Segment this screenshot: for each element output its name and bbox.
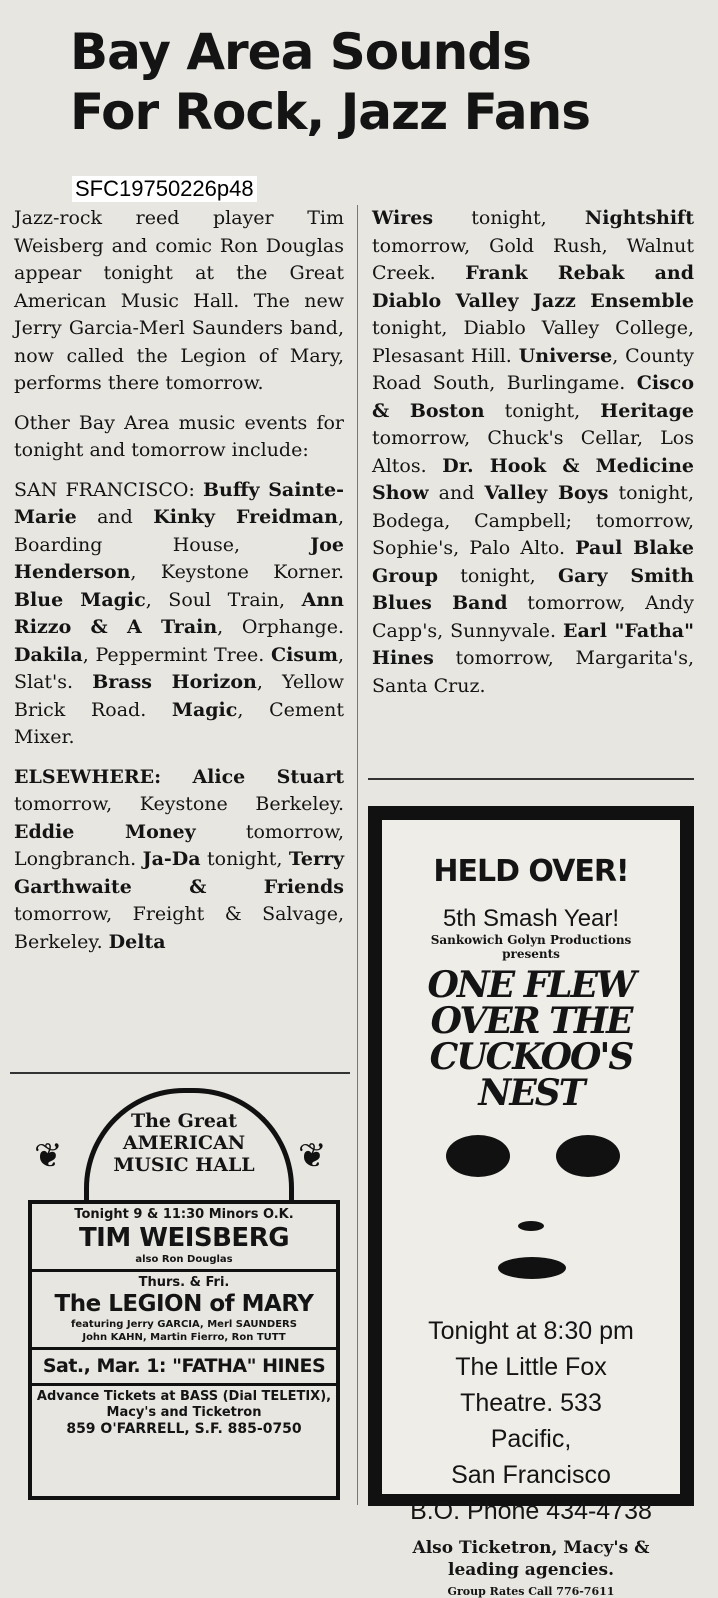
event-name: Cisco & Boston: [372, 372, 694, 422]
article-text: , Keystone Korner.: [130, 561, 344, 583]
saturday-show: Sat., Mar. 1: "FATHA" HINES: [42, 1355, 326, 1377]
event-name: Buffy Sainte-Marie: [14, 478, 345, 528]
clip-id-label: SFC19750226p48: [72, 176, 257, 202]
thursday-dates: Thurs. & Fri.: [138, 1275, 230, 1290]
left-eye-icon: [446, 1135, 510, 1177]
article-text: tonight,: [484, 399, 601, 422]
article-text: Other Bay Area music events for tonight and tomorrow include:: [14, 411, 344, 461]
article-text: tomorrow, Gold Rush, Walnut Creek.: [372, 234, 694, 284]
event-name: Cisum: [270, 643, 338, 666]
event-name: Gary Smith Blues Band: [372, 564, 694, 614]
leaf-ornament-icon: ❦: [34, 1136, 63, 1176]
ad-inner-panel: [382, 820, 680, 1598]
article-paragraph: [14, 477, 344, 752]
event-name: Alice Stuart: [192, 765, 345, 788]
article-paragraph: [372, 205, 694, 700]
event-name: Paul Blake Group: [372, 537, 694, 587]
article-text: tonight,: [433, 207, 585, 229]
headline: Bay Area Sounds For Rock, Jazz Fans: [70, 23, 590, 141]
event-name: Valley Boys: [484, 482, 609, 504]
article-text: tomorrow, Keystone Berkeley.: [14, 793, 344, 815]
article-text: Jazz-rock reed player Tim Weisberg and comic Ron Douglas appear tonight at the Great American Music Hall. The new Jerry Garcia-Merl Saunders band, now called the Legion of Mary, performs there tomorrow.: [14, 207, 344, 394]
event-name: Eddie Money: [14, 820, 196, 843]
ad-listing-box: [28, 1200, 340, 1500]
article-text: tomorrow, Andy Capp's, Sunnyvale.: [372, 592, 694, 642]
column-divider: [357, 205, 358, 1505]
headliner: TIM WEISBERG: [78, 1223, 290, 1253]
event-name: Universe: [518, 344, 613, 367]
article-paragraph: [14, 764, 344, 957]
article-text: , Soul Train,: [145, 588, 302, 611]
showtime: Tonight at 8:30 pm: [428, 1317, 634, 1345]
event-name: Blue Magic: [14, 588, 146, 611]
city: San Francisco: [451, 1461, 611, 1489]
box-office-phone: B.O. Phone 434-4738: [410, 1497, 652, 1525]
event-name: Earl "Fatha" Hines: [372, 619, 694, 669]
theatre-number: Theatre. 533: [460, 1389, 602, 1417]
article-text: tomorrow, Freight & Salvage, Berkeley.: [14, 903, 344, 953]
article-text: SAN FRANCISCO:: [14, 478, 203, 501]
event-name: Heritage: [600, 399, 694, 422]
tonight-section: [32, 1204, 336, 1272]
opening-act: also Ron Douglas: [135, 1254, 233, 1265]
event-name: Brass Horizon: [92, 671, 257, 693]
tickets-info: Advance Tickets at BASS (Dial TELETIX), Macy's and Ticketron: [36, 1389, 332, 1420]
event-name: ELSEWHERE:: [14, 765, 193, 788]
event-name: Ann Rizzo & A Train: [14, 588, 344, 638]
column-2-end-rule: [368, 778, 694, 780]
article-column-1: [14, 205, 344, 968]
mouth-icon: [498, 1257, 566, 1279]
leaf-ornament-icon: ❦: [298, 1136, 327, 1176]
article-paragraph: [14, 410, 344, 465]
article-column-2: [372, 205, 694, 712]
players-line: John KAHN, Martin Fierro, Ron TUTT: [82, 1332, 286, 1343]
event-name: Ja-Da: [142, 848, 201, 870]
article-text: , Slat's.: [14, 643, 344, 693]
held-over-banner: HELD OVER!: [433, 854, 629, 889]
show-title: ONE FLEW OVER THE CUCKOO'S NEST: [427, 964, 635, 1114]
event-name: Wires: [372, 207, 434, 229]
event-name: Nightshift: [584, 207, 694, 229]
legion-of-mary: The LEGION of MARY: [54, 1291, 314, 1317]
street: Pacific,: [490, 1425, 572, 1453]
article-text: , Orphange.: [217, 616, 345, 638]
article-text: , Peppermint Tree.: [82, 643, 271, 666]
venue-address: 859 O'FARRELL, S.F. 885-0750: [66, 1421, 302, 1437]
event-name: Dr. Hook & Medicine Show: [372, 454, 694, 504]
article-text: , County Road South, Burlingame.: [372, 344, 694, 394]
event-name: Delta: [108, 930, 166, 953]
saturday-section: [32, 1350, 336, 1386]
event-name: Dakila: [14, 643, 83, 666]
music-hall-ad: [24, 1088, 342, 1496]
face-illustration: [416, 1121, 646, 1311]
article-text: tomorrow, Chuck's Cellar, Los Altos.: [372, 427, 694, 477]
ticket-outlets: Also Ticketron, Macy's & leading agencies.: [412, 1538, 650, 1580]
article-text: tonight, Diablo Valley College, Plesasant Hill.: [372, 317, 694, 367]
article-text: and: [428, 482, 485, 504]
article-text: tomorrow, Longbranch.: [14, 820, 344, 870]
article-text: tonight, Bodega, Campbell; tomorrow, Sophie's, Palo Alto.: [372, 482, 694, 559]
article-text: and: [76, 506, 154, 528]
right-eye-icon: [556, 1135, 620, 1177]
column-1-end-rule: [10, 1072, 350, 1074]
event-name: Frank Rebak and Diablo Valley Jazz Ensemble: [372, 262, 695, 312]
event-name: Magic: [171, 698, 238, 721]
event-name: Kinky Freidman: [153, 506, 338, 528]
featuring-line: featuring Jerry GARCIA, Merl SAUNDERS: [71, 1319, 297, 1330]
article-text: , Cement Mixer.: [14, 698, 344, 748]
group-rates: Group Rates Call 776-7611: [447, 1585, 615, 1598]
article-text: tonight,: [438, 564, 558, 587]
tickets-section: [32, 1386, 336, 1440]
article-text: , Yellow Brick Road.: [14, 671, 344, 721]
article-paragraph: [14, 205, 344, 398]
venue-name: The Great AMERICAN MUSIC HALL: [113, 1110, 255, 1176]
nose-icon: [518, 1221, 544, 1231]
cuckoos-nest-ad: [368, 806, 694, 1598]
presents-label: presents: [502, 947, 560, 961]
event-name: Terry Garthwaite & Friends: [14, 848, 344, 898]
event-name: Joe Henderson: [14, 533, 344, 583]
article-text: tomorrow, Margarita's, Santa Cruz.: [372, 647, 694, 697]
smash-year: 5th Smash Year!: [442, 905, 620, 932]
tonight-times: Tonight 9 & 11:30 Minors O.K.: [74, 1207, 294, 1222]
article-text: tonight,: [200, 848, 289, 870]
producer: Sankowich Golyn Productions: [430, 933, 632, 947]
theatre-name: The Little Fox: [455, 1353, 607, 1381]
thursday-section: [32, 1272, 336, 1350]
article-text: , Boarding House,: [14, 506, 344, 556]
